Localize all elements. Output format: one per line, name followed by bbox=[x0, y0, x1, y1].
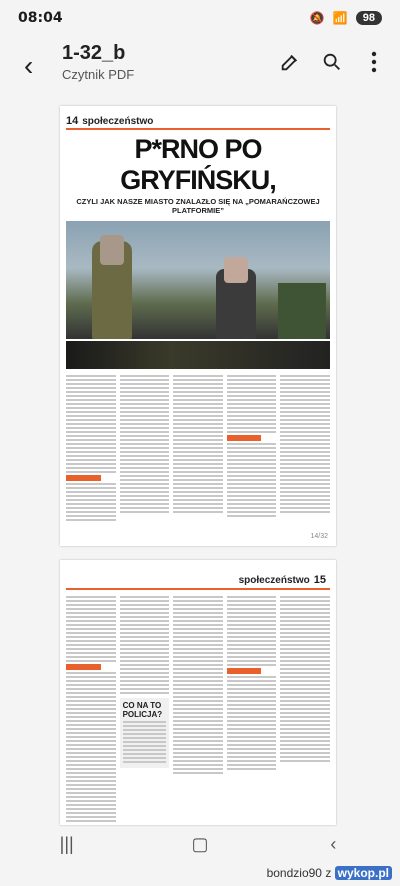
mute-icon: 🔕 bbox=[309, 11, 325, 25]
watermark-site: wykop.pl bbox=[335, 866, 392, 880]
app-subtitle: Czytnik PDF bbox=[62, 67, 135, 82]
blurred-face bbox=[100, 235, 124, 265]
article-subheadline: CZYLI JAK NASZE MIASTO ZNALAZŁO SIĘ NA „POMARAŃCZOWEJ PLATFORMIE” bbox=[76, 197, 320, 215]
page-header-strip bbox=[60, 106, 336, 114]
section-number: 15 bbox=[313, 574, 326, 586]
app-titles bbox=[62, 42, 134, 82]
page-header-strip bbox=[60, 560, 336, 568]
search-icon[interactable] bbox=[320, 50, 344, 74]
subsection-label bbox=[66, 475, 101, 481]
inset-photo bbox=[278, 283, 326, 339]
toolbar-actions bbox=[278, 50, 386, 74]
section-bar bbox=[66, 114, 330, 130]
page-indicator: 14/32 bbox=[310, 533, 328, 540]
article-column bbox=[66, 596, 116, 824]
pdf-page-15[interactable] bbox=[60, 560, 336, 825]
more-options-icon[interactable] bbox=[362, 50, 386, 74]
system-nav-bar bbox=[0, 826, 400, 862]
status-time: 08:04 bbox=[18, 10, 63, 26]
subsection-label bbox=[227, 435, 262, 441]
battery-icon: 98 bbox=[356, 11, 382, 25]
back-arrow-icon[interactable]: ‹ bbox=[24, 50, 34, 81]
article-column bbox=[227, 375, 277, 523]
section-bar bbox=[66, 572, 330, 590]
article-column bbox=[66, 375, 116, 523]
article-column bbox=[227, 596, 277, 824]
info-box bbox=[120, 698, 170, 768]
recent-apps-icon[interactable]: ||| bbox=[59, 833, 74, 854]
blurred-face bbox=[224, 257, 248, 283]
article-column bbox=[280, 596, 330, 824]
document-title: 1-32_b bbox=[62, 42, 126, 64]
section-name: społeczeństwo bbox=[82, 115, 154, 127]
article-headline: P*RNO PO GRYFIŃSKU, bbox=[120, 134, 276, 195]
subsection-label bbox=[66, 664, 101, 670]
article-column bbox=[173, 375, 223, 523]
back-icon[interactable]: ‹ bbox=[330, 833, 337, 854]
section-number: 14 bbox=[66, 115, 79, 127]
watermark bbox=[267, 866, 392, 880]
article-column bbox=[120, 375, 170, 523]
article-photo bbox=[66, 221, 330, 339]
section-name: społeczeństwo bbox=[238, 574, 310, 586]
app-bar bbox=[0, 38, 400, 94]
article-columns bbox=[66, 596, 330, 824]
article-column bbox=[280, 375, 330, 523]
article-column bbox=[173, 596, 223, 824]
subsection-label bbox=[227, 668, 262, 674]
watermark-user: bondzio90 bbox=[266, 866, 322, 880]
article-columns bbox=[66, 375, 330, 523]
info-box-title: CO NA TO POLICJA? bbox=[122, 701, 163, 719]
home-icon[interactable]: ▢ bbox=[191, 833, 209, 854]
article-photo-strip bbox=[66, 341, 330, 369]
watermark-z: z bbox=[325, 866, 332, 880]
status-bar bbox=[0, 0, 400, 36]
article-column bbox=[120, 596, 170, 824]
edit-icon[interactable] bbox=[278, 50, 302, 74]
status-icons bbox=[310, 11, 382, 25]
pdf-page-14[interactable] bbox=[60, 106, 336, 546]
wifi-icon: 📶 bbox=[332, 11, 348, 25]
